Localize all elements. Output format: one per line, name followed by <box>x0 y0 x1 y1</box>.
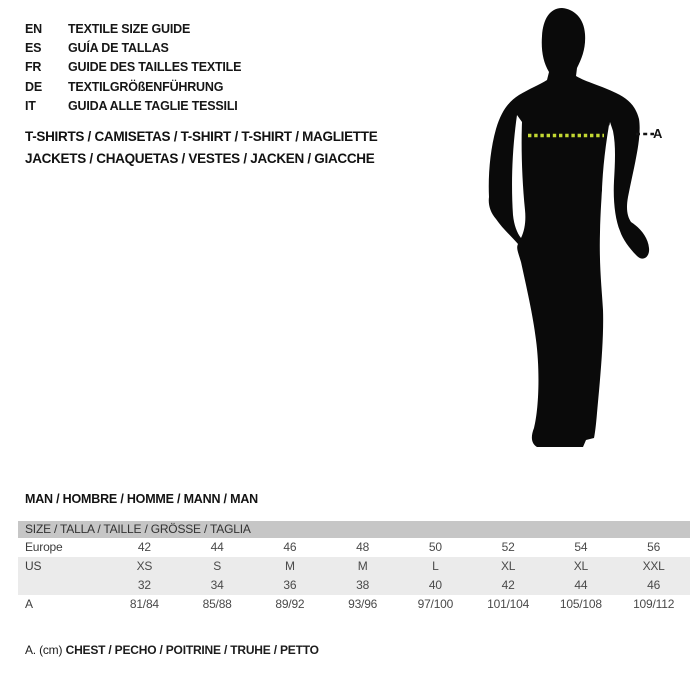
language-label: GUIDE DES TAILLES TEXTILE <box>68 60 242 75</box>
table-row <box>18 557 690 576</box>
row-label: A <box>25 597 33 611</box>
size-value-cell: 81/84 <box>129 597 159 611</box>
size-value-cell: XL <box>500 559 516 573</box>
size-value-cell: 52 <box>501 540 515 554</box>
row-label: Europe <box>25 540 63 554</box>
size-value-cell: 42 <box>501 578 515 592</box>
size-value-cell: 44 <box>210 540 224 554</box>
language-row <box>25 58 241 77</box>
size-value-cell: 93/96 <box>348 597 378 611</box>
size-table-header: SIZE / TALLA / TAILLE / GRÖSSE / TAGLIA <box>18 521 690 538</box>
size-value-cell: 105/108 <box>559 597 602 611</box>
size-value-cell: 101/104 <box>487 597 530 611</box>
language-label: TEXTILE SIZE GUIDE <box>68 22 191 36</box>
language-list <box>25 20 241 116</box>
language-row <box>25 97 241 116</box>
language-row <box>25 20 241 39</box>
size-table-body <box>18 538 690 614</box>
man-silhouette-body <box>489 8 649 447</box>
size-value-cell: 34 <box>210 578 224 592</box>
size-value-cell: 54 <box>574 540 588 554</box>
language-label: TEXTILGRÖßENFÜHRUNG <box>68 79 224 94</box>
footnote-prefix: A. (cm) <box>25 643 63 657</box>
man-silhouette-svg <box>450 0 690 460</box>
size-value-cell: 97/100 <box>417 597 454 611</box>
language-row <box>25 78 241 97</box>
size-value-cell: M <box>357 559 368 573</box>
size-value-cell: XL <box>573 559 589 573</box>
category-lines <box>25 126 377 169</box>
category-line: JACKETS / CHAQUETAS / VESTES / JACKEN / GIACCHE <box>25 150 375 166</box>
size-value-cell: S <box>213 559 222 573</box>
language-label: GUÍA DE TALLAS <box>68 41 169 56</box>
language-code: EN <box>25 22 42 36</box>
size-value-cell: 46 <box>647 578 661 592</box>
size-value-cell: 85/88 <box>202 597 232 611</box>
measurement-footnote <box>25 643 319 658</box>
size-value-cell: 44 <box>574 578 588 592</box>
size-value-cell: XS <box>136 559 153 573</box>
row-label <box>18 576 108 595</box>
table-row <box>18 576 690 595</box>
language-row <box>25 39 241 58</box>
size-value-cell: 89/92 <box>275 597 305 611</box>
language-code: FR <box>25 60 42 75</box>
size-value-cell: 36 <box>283 578 297 592</box>
size-value-cell: M <box>284 559 295 573</box>
size-table <box>18 521 690 614</box>
language-label: GUIDA ALLE TAGLIE TESSILI <box>68 98 238 113</box>
size-value-cell: L <box>432 559 439 573</box>
language-code: IT <box>25 98 36 113</box>
size-value-cell: 40 <box>428 578 442 592</box>
row-label: US <box>25 559 42 573</box>
size-value-cell: 109/112 <box>633 597 675 611</box>
size-value-cell: 48 <box>356 540 370 554</box>
table-row <box>18 538 690 557</box>
size-value-cell: 38 <box>356 578 370 592</box>
size-value-cell: 42 <box>137 540 151 554</box>
category-line: T-SHIRTS / CAMISETAS / T-SHIRT / T-SHIRT / MAGLIETTE <box>25 129 378 144</box>
size-value-cell: 46 <box>283 540 297 554</box>
size-value-cell: XXL <box>642 559 665 573</box>
table-row <box>18 595 690 614</box>
gender-label: MAN / HOMBRE / HOMME / MANN / MAN <box>25 492 258 506</box>
size-value-cell: 56 <box>647 540 661 554</box>
footnote-text: CHEST / PECHO / POITRINE / TRUHE / PETTO <box>65 643 319 657</box>
size-value-cell: 32 <box>137 578 151 592</box>
language-code: DE <box>25 79 42 94</box>
measure-label-a: A <box>653 126 663 141</box>
man-silhouette-figure <box>450 0 690 460</box>
language-code: ES <box>25 41 42 56</box>
size-value-cell: 50 <box>428 540 442 554</box>
